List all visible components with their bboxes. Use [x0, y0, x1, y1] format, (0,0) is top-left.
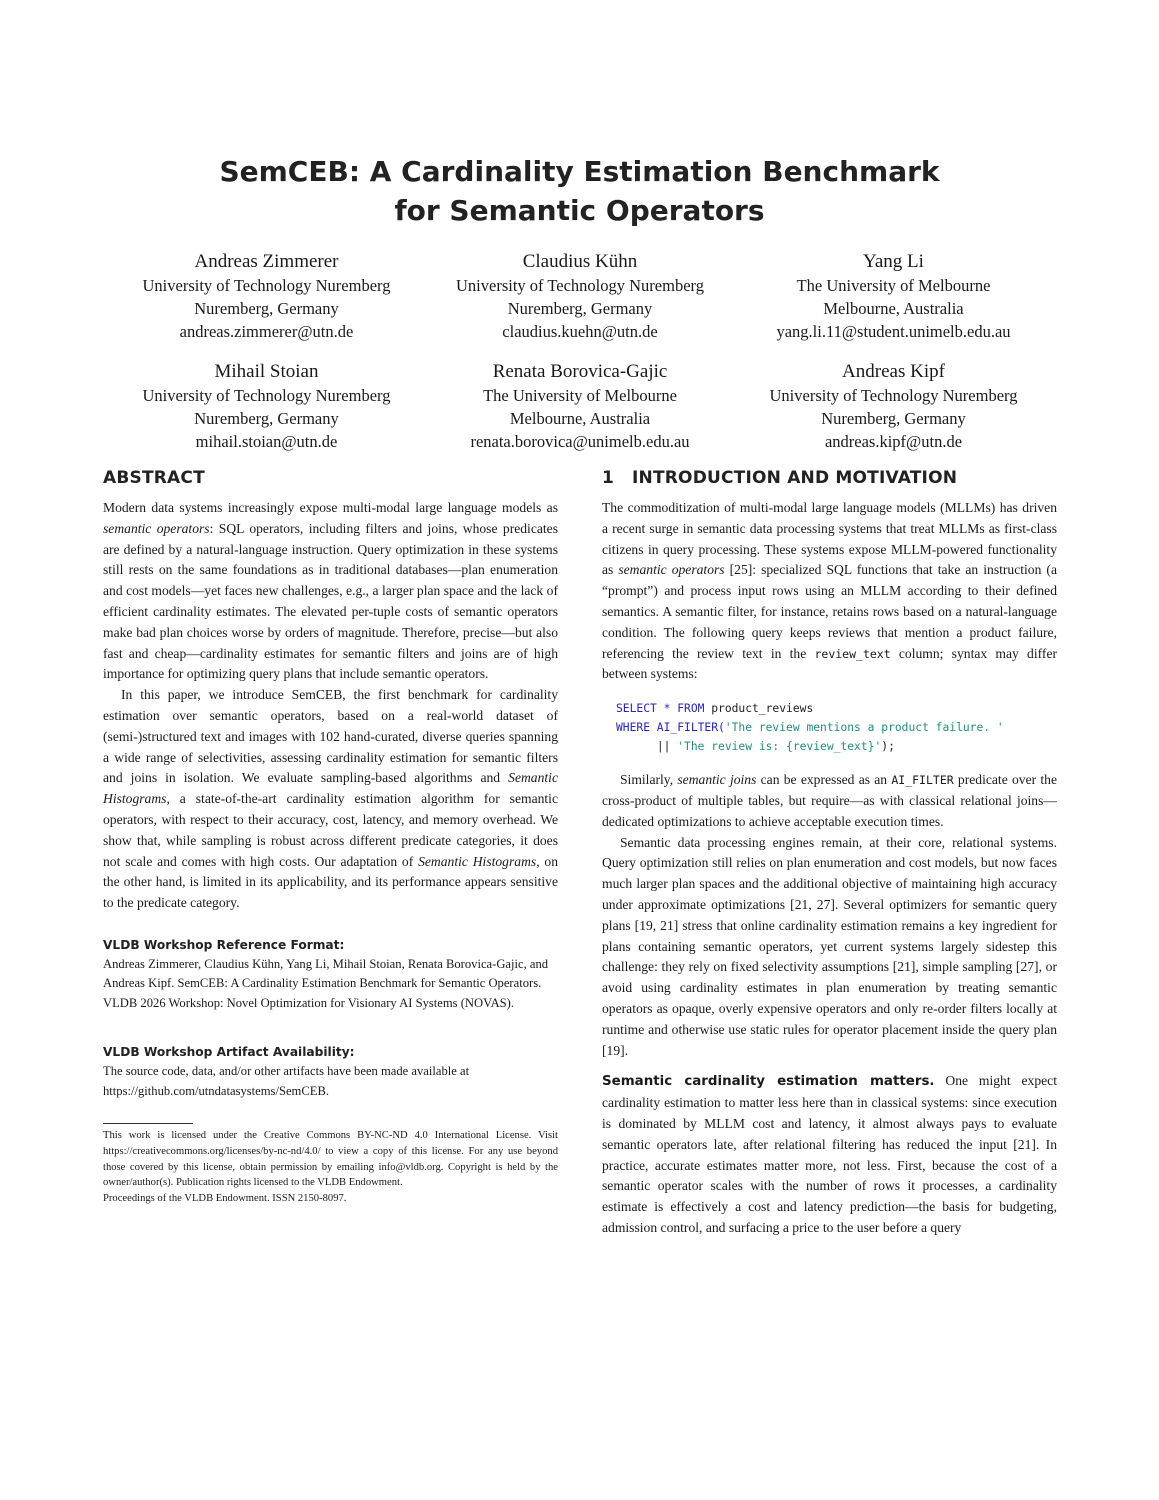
- intro-paragraph-3: Semantic data processing engines remain, at their core, relational systems. Query optimization still relies on plan enumeration and cost models, but now faces much larger plan spaces and the additional objective of maintaining high accuracy under approximate optimizations [21, 27]. Several optimizers for semantic query plans [19, 21] stress that online cardinality estimation remains a key ingredient for plans containing semantic operators, yet current systems largely sidestep this challenge: they rely on fixed selectivity assumptions [21], simple sampling [27], or avoid using cardinality estimates in plan enumeration by treating semantic operators as opaque, overly expensive operators and only re-order filters locally at runtime and otherwise use static rules for operator placement inside the query plan [19].: [602, 834, 1057, 1058]
- author-affiliation: The University of Melbourne: [483, 386, 677, 405]
- left-column: [103, 466, 558, 1206]
- proceedings-footnote: Proceedings of the VLDB Endowment. ISSN 2150-8097.: [103, 1192, 347, 1204]
- author-row-2: [110, 360, 1050, 453]
- text-span: predicate over the cross-product of multiple tables, but require—as with classical relational joins—dedicated optimizations to achieve acceptable execution times.: [602, 772, 1057, 829]
- author-block: [737, 250, 1050, 343]
- sql-keyword: SELECT * FROM: [616, 702, 705, 716]
- title-line-1: SemCEB: A Cardinality Estimation Benchmark: [219, 155, 940, 188]
- intro-paragraph-1: [602, 498, 1057, 685]
- text-span: : SQL operators, including filters and joins, whose predicates are defined by a natural-language instruction. Query optimization in these systems still rests on the same foundations as in traditional databases—plan enumeration and cost models—yet faces new challenges, e.g., a larger plan space and the lack of efficient cardinality estimates. The elevated per-tuple costs of semantic operators make bad plan choices worse by orders of magnitude. Therefore, precise—but also fast and cheap—cardinality estimates for semantic filters and joins are of high importance for optimizing query plans that include semantic operators.: [103, 520, 558, 682]
- text-span: In this paper, we introduce SemCEB, the first benchmark for cardinality estimation over semantic operators, based on a real-world dataset of (semi-)structured text and images with 102 hand-curated, diverse queries spanning a wide range of selectivities, assessing cardinality estimation for semantic filters and joins in isolation. We evaluate sampling-based algorithms and: [103, 687, 558, 786]
- author-block: [110, 250, 423, 343]
- emphasis: Semantic Histograms: [418, 853, 537, 869]
- sql-keyword: WHERE AI_FILTER(: [616, 721, 725, 735]
- title-line-2: for Semantic Operators: [394, 194, 765, 227]
- author-email: mihail.stoian@utn.de: [195, 432, 338, 451]
- paragraph-heading: Semantic cardinality estimation matters.: [602, 1074, 935, 1090]
- author-block: [424, 250, 737, 343]
- author-block: [110, 360, 423, 453]
- author-location: Nuremberg, Germany: [507, 299, 653, 318]
- author-affiliation: University of Technology Nuremberg: [769, 386, 1018, 405]
- author-row-1: [110, 250, 1050, 343]
- artifact-heading: VLDB Workshop Artifact Availability:: [103, 1045, 355, 1060]
- author-affiliation: University of Technology Nuremberg: [142, 386, 391, 405]
- author-location: Nuremberg, Germany: [821, 409, 966, 428]
- inline-code: AI_FILTER: [891, 773, 954, 788]
- sql-text: product_reviews: [704, 702, 814, 716]
- author-email: claudius.kuehn@utn.de: [502, 322, 658, 341]
- abstract-heading: ABSTRACT: [103, 468, 205, 488]
- intro-paragraph-2: [602, 770, 1057, 832]
- author-name: Renata Borovica-Gajic: [492, 361, 668, 382]
- sql-text: );: [881, 740, 895, 754]
- author-email: yang.li.11@student.unimelb.edu.au: [776, 322, 1011, 341]
- artifact-text: The source code, data, and/or other artifacts have been made available at https://github.com/utndatasystems/SemCEB.: [103, 1064, 470, 1098]
- reference-format-heading: VLDB Workshop Reference Format:: [103, 937, 345, 952]
- author-name: Andreas Zimmerer: [194, 251, 339, 272]
- sql-operator: ||: [656, 740, 678, 754]
- author-email: andreas.zimmerer@utn.de: [179, 322, 354, 341]
- emphasis: semantic joins: [677, 772, 757, 788]
- section-heading: [602, 466, 1057, 490]
- section-number: 1: [602, 468, 615, 488]
- author-location: Melbourne, Australia: [509, 409, 651, 428]
- text-span: Similarly,: [620, 772, 678, 788]
- author-affiliation: University of Technology Nuremberg: [456, 276, 704, 295]
- text-span: [25]: specialized SQL functions that take an instruction (a “prompt”) and process input rows using an MLLM according to their defined semantics. A semantic filter, for instance, retains rows based on a natural-language condition. The following query keeps reviews that mention a product failure, referencing the review text in the: [602, 562, 1057, 661]
- paper-title: [0, 152, 1159, 230]
- author-affiliation: The University of Melbourne: [796, 276, 991, 295]
- section-title: INTRODUCTION AND MOTIVATION: [632, 468, 958, 488]
- author-email: renata.borovica@unimelb.edu.au: [470, 432, 690, 451]
- author-block: [424, 360, 737, 453]
- emphasis: semantic operators: [618, 562, 725, 578]
- author-name: Andreas Kipf: [842, 361, 945, 382]
- abstract-paragraph-2: [103, 685, 558, 914]
- inline-code: review_text: [814, 646, 891, 661]
- text-span: can be expressed as an: [756, 772, 892, 788]
- author-name: Yang Li: [863, 251, 924, 272]
- license-footnote: This work is licensed under the Creative Commons BY-NC-ND 4.0 International License. Visit https://creativecommons.org/licenses/by-nc-nd/4.0/ to view a copy of this license. For any use beyond those covered by this license, obtain permission by emailing info@vldb.org. Copyright is held by the owner/author(s). Publication rights licensed to the VLDB Endowment.: [103, 1130, 558, 1189]
- text-span: Modern data systems increasingly expose multi-modal large language models as: [103, 500, 558, 515]
- sql-string: 'The review is: {review_text}': [677, 740, 882, 754]
- author-location: Melbourne, Australia: [823, 299, 964, 318]
- author-block: [737, 360, 1050, 453]
- author-location: Nuremberg, Germany: [194, 409, 339, 428]
- author-affiliation: University of Technology Nuremberg: [142, 276, 391, 295]
- reference-format-text: Andreas Zimmerer, Claudius Kühn, Yang Li, Mihail Stoian, Renata Borovica-Gajic, and Andreas Kipf. SemCEB: A Cardinality Estimation Benchmark for Semantic Operators. VLDB 2026 Workshop: Novel Optimization for Visionary AI Systems (NOVAS).: [103, 956, 549, 1010]
- right-column: [602, 466, 1057, 1239]
- text-span: , a state-of-the-art cardinality estimation algorithm for semantic operators, with respect to their accuracy, cost, latency, and memory overhead. We show that, while sampling is robust across different predicate categories, it does not scale and comes with high costs. Our adaptation of: [103, 791, 558, 869]
- author-name: Claudius Kühn: [522, 251, 638, 272]
- text-span: , on the other hand, is limited in its applicability, and its performance appears sensitive to the predicate category.: [103, 853, 558, 911]
- sql-listing: [616, 699, 1057, 756]
- text-span: One might expect cardinality estimation to matter less here than in classical systems: since execution is dominated by MLLM cost and latency, it almost always pays to evaluate semantic operators late, after relational filtering has reduced the input [21]. In practice, accurate estimates matter more, not less. First, because the cost of a semantic operator scales with the number of rows it processes, a cardinality estimate is effectively a cost and latency prediction—the basis for budgeting, admission control, and surfacing a price to the user before a query: [602, 1073, 1057, 1235]
- footnote-rule: [103, 1123, 193, 1124]
- intro-paragraph-4: [602, 1071, 1057, 1238]
- author-location: Nuremberg, Germany: [194, 299, 339, 318]
- text-span: The commoditization of multi-modal large language models (MLLMs) has driven a recent surge in semantic data processing systems that treat MLLMs as first-class citizens in query processing. These systems expose MLLM-powered functionality as: [602, 500, 1057, 578]
- emphasis: semantic operators: [103, 520, 210, 536]
- author-email: andreas.kipf@utn.de: [824, 432, 963, 451]
- author-name: Mihail Stoian: [214, 361, 319, 382]
- sql-string: 'The review mentions a product failure. ': [724, 721, 1004, 735]
- text-span: column; syntax may differ between systems:: [602, 645, 1058, 682]
- emphasis: Semantic Histograms: [103, 770, 558, 807]
- abstract-paragraph-1: [103, 498, 558, 685]
